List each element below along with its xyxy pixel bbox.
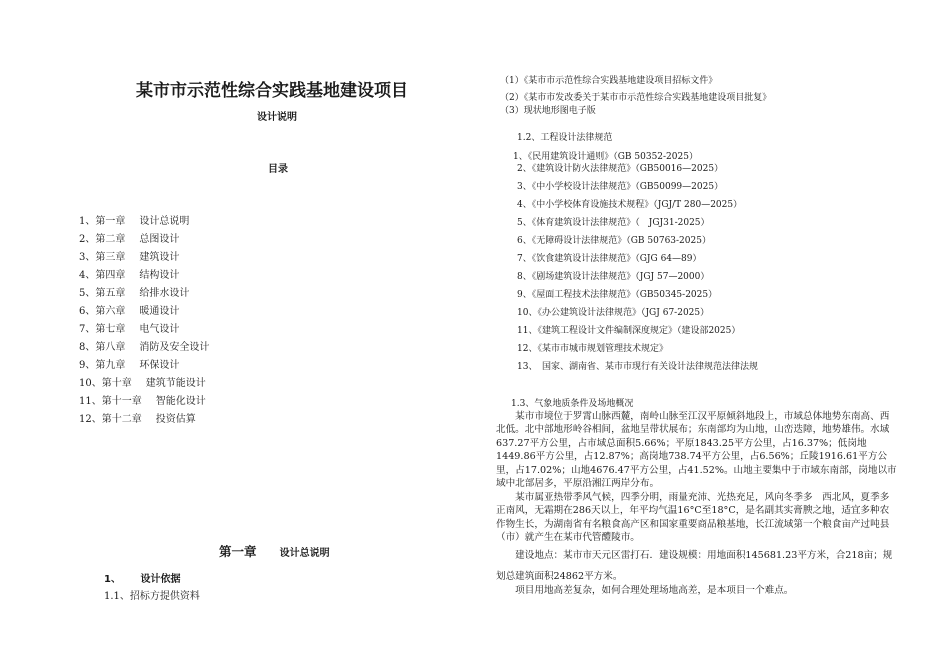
toc-item-num: 9、第九章	[79, 360, 126, 371]
toc-item-label: 给排水设计	[139, 288, 190, 299]
toc-item-label: 总图设计	[139, 234, 180, 245]
toc-heading: 目录	[268, 164, 288, 175]
standard-item: 9、《屋面工程技术法律规范》（GB50345-2025）	[517, 290, 718, 300]
standard-item: 5、《体育建筑设计法律规范》（ JGJ31-2025）	[517, 218, 710, 228]
toc-item-num: 10、第十章	[79, 378, 132, 389]
standard-item: 3、《中小学校设计法律规范》（GB50099—2025）	[517, 182, 724, 192]
chapter-title: 第一章	[219, 544, 257, 559]
standard-item: 12、《某市市城市规划管理技术规定》	[517, 344, 668, 354]
toc-item-label: 消防及安全设计	[139, 342, 210, 353]
toc-item[interactable]	[79, 374, 206, 389]
toc-item[interactable]	[79, 356, 179, 371]
toc-item-num: 12、第十二章	[79, 414, 142, 425]
toc-item[interactable]	[79, 212, 189, 227]
standard-item: 8、《剧场建筑设计法律规范》（JGJ 57—2000）	[517, 272, 710, 282]
toc-item-label: 电气设计	[139, 324, 180, 335]
toc-item-num: 6、第六章	[79, 306, 126, 317]
paragraph-difficulty: 项目用地高差复杂，如何合理处理场地高差，是本项目一个难点。	[496, 585, 794, 596]
toc-item[interactable]	[79, 338, 209, 353]
toc-item[interactable]	[79, 410, 196, 425]
toc-item-num: 4、第四章	[79, 270, 126, 281]
toc-item[interactable]	[79, 266, 179, 281]
section-title: 设计依据	[140, 574, 181, 585]
subsection-heading: 1.2、工程设计法律规范	[517, 133, 613, 143]
toc-item[interactable]	[79, 320, 179, 335]
toc-item-num: 3、第三章	[79, 252, 126, 263]
chapter-heading	[219, 541, 330, 560]
provided-doc-item: （3）现状地形图电子版	[500, 106, 596, 116]
toc-item-label: 环保设计	[139, 360, 180, 371]
toc-item-num: 7、第七章	[79, 324, 126, 335]
toc-item-num: 2、第二章	[79, 234, 126, 245]
toc-item-label: 建筑设计	[139, 252, 180, 263]
section-heading	[104, 570, 180, 585]
standard-item: 1、《民用建筑设计通则》（GB 50352-2025）	[513, 152, 698, 162]
toc-item-label: 投资估算	[155, 414, 196, 425]
subsection-heading: 1.3、气象地质条件及场地概况	[511, 399, 634, 409]
toc-item-num: 8、第八章	[79, 342, 126, 353]
standard-item: 10、《办公建筑设计法律规范》（JGJ 67-2025）	[517, 308, 710, 318]
paragraph-climate: 某市属亚热带季风气候，四季分明，雨量充沛、光热充足，风向冬季多 西北风，夏季多正南风，无霜期在286天以上，年平均气温16°C至18°C，是名副其实膏腴之地，适宜多种农作物生长，为湖南省有名粮食高产区和国家重要商品粮基地，长江流域第一个粮食亩产过吨县（市）就产生在某市代管醴陵市。	[496, 492, 890, 544]
paragraph-terrain: 某市市境位于罗霄山脉西麓，南岭山脉至江汉平原倾斜地段上，市域总体地势东南高、西北低。北中部地形岭谷相间，盆地呈带状展布；东南部均为山地，山峦迭障，地势雄伟。水域637.27平方公里，占市域总面积5.66%；平原1843.25平方公里，占16.37%；低岗地1449.86平方公里，占12.87%；高岗地738.74平方公里，占6.56%；丘陵1916.61平方公里，占17.02%；山地4676.47平方公里，占41.52%。山地主要集中于市域东南部，岗地以市域中北部居多，平原沿湘江两岸分布。	[496, 411, 897, 490]
toc-item-num: 5、第五章	[79, 288, 126, 299]
standard-item: 2、《建筑设计防火法律规范》（GB50016—2025）	[517, 164, 724, 174]
document-subtitle: 设计说明	[257, 112, 297, 123]
section-num: 1、	[104, 574, 121, 585]
chapter-subtitle: 设计总说明	[279, 548, 330, 559]
toc-item-label: 建筑节能设计	[145, 378, 206, 389]
toc-item[interactable]	[79, 392, 206, 407]
standard-item: 11、《建筑工程设计文件编制深度规定》（建设部2025）	[517, 326, 741, 336]
standard-item: 7、《饮食建筑设计法律规范》（GJG 64—89）	[517, 254, 702, 264]
toc-item-label: 设计总说明	[139, 216, 190, 227]
standard-item: 6、《无障碍设计法律规范》（GB 50763-2025）	[517, 236, 711, 246]
toc-item-label: 暖通设计	[139, 306, 180, 317]
toc-item-num: 1、第一章	[79, 216, 126, 227]
toc-item-label: 智能化设计	[155, 396, 206, 407]
subsection-heading: 1.1、招标方提供资料	[104, 591, 200, 602]
standard-item: 13、 国家、湖南省、某市市现行有关设计法律规范法律法规	[517, 362, 758, 372]
standard-item: 4、《中小学校体育设施技术规程》（JGJ/T 280—2025）	[517, 200, 743, 210]
toc-item[interactable]	[79, 248, 179, 263]
provided-doc-item: （1）《某市市示范性综合实践基地建设项目招标文件》	[500, 76, 718, 86]
toc-item-num: 11、第十一章	[79, 396, 142, 407]
toc-item[interactable]	[79, 302, 179, 317]
toc-item[interactable]	[79, 230, 179, 245]
paragraph-site: 建设地点：某市市天元区雷打石．建设规模：用地面积145681.23平方米，合218亩；规划总建筑面积24862平方米。	[496, 550, 893, 582]
toc-item-label: 结构设计	[139, 270, 180, 281]
toc-item[interactable]	[79, 284, 189, 299]
document-title: 某市市示范性综合实践基地建设项目	[136, 81, 408, 101]
provided-doc-item: （2）《某市市发改委关于某市市示范性综合实践基地建设项目批复》	[500, 93, 772, 103]
